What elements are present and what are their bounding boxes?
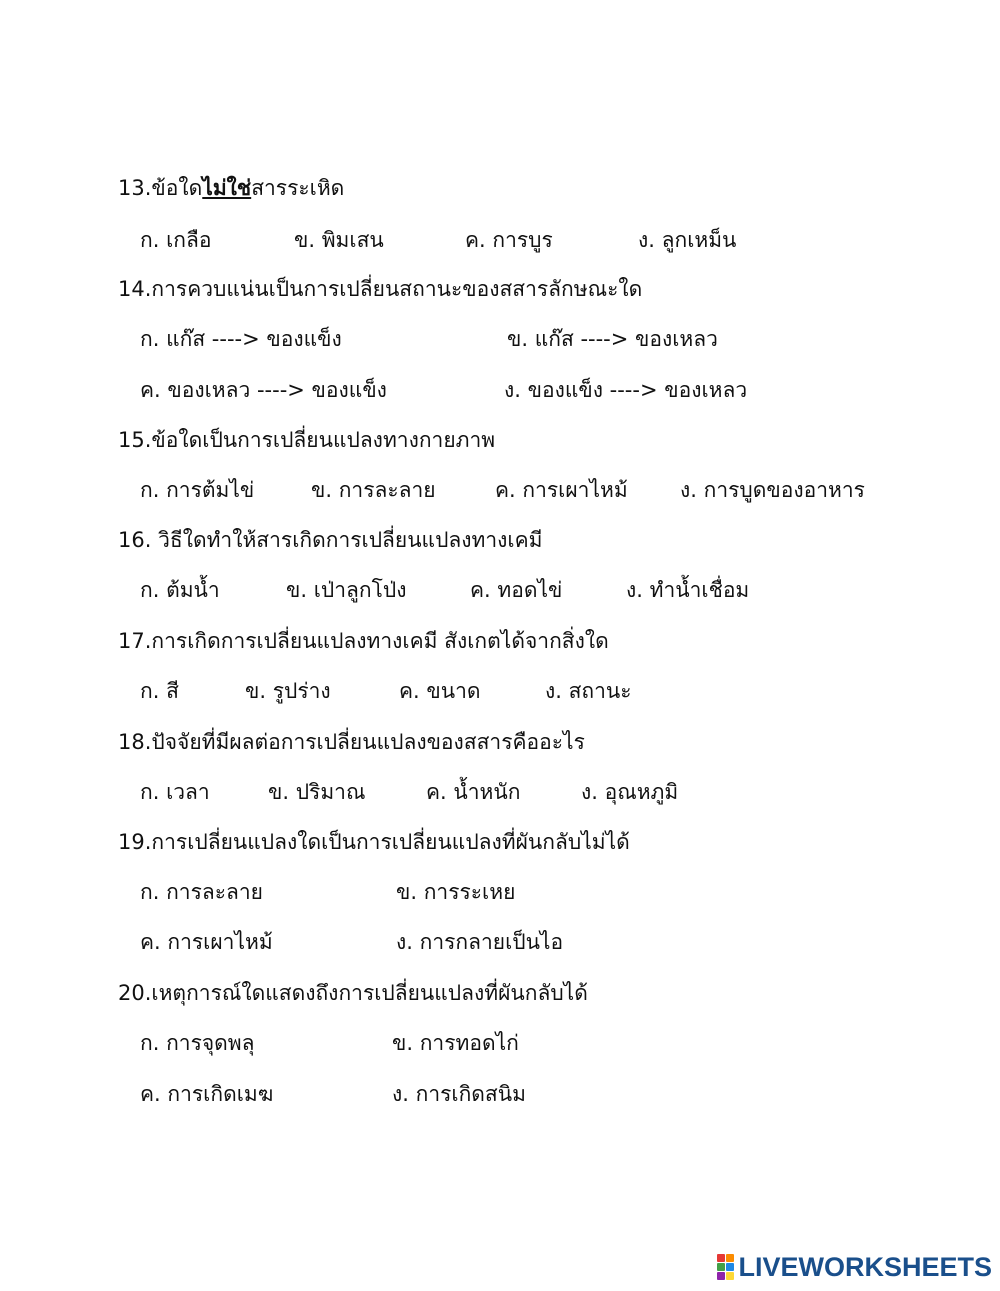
option-17-b: ข. รูปร่าง xyxy=(245,679,331,703)
option-19-b: ข. การระเหย xyxy=(396,880,516,904)
logo-tile xyxy=(726,1272,734,1280)
option-18-d: ง. อุณหภูมิ xyxy=(581,780,679,804)
option-13-b: ข. พิมเสน xyxy=(294,228,384,252)
option-16-b: ข. เป่าลูกโป่ง xyxy=(286,578,407,602)
question-20 xyxy=(118,977,588,1010)
question-16 xyxy=(118,524,543,557)
option-16-d: ง. ทำน้ำเชื่อม xyxy=(626,578,750,602)
logo-tile xyxy=(726,1263,734,1271)
option-20-a: ก. การจุดพลุ xyxy=(140,1031,255,1055)
liveworksheets-logo xyxy=(717,1253,992,1281)
logo-tile xyxy=(726,1254,734,1262)
option-17-a: ก. สี xyxy=(140,679,179,703)
option-14-d: ง. ของแข็ง ----> ของเหลว xyxy=(504,378,748,402)
question-text: การเปลี่ยนแปลงใดเป็นการเปลี่ยนแปลงที่ผันกลับไม่ได้ xyxy=(151,830,630,854)
question-number: 19. xyxy=(118,830,152,854)
liveworksheets-logo-icon xyxy=(717,1254,734,1280)
option-13-d: ง. ลูกเหม็น xyxy=(638,228,737,252)
question-number: 16. xyxy=(118,528,159,552)
option-16-c: ค. ทอดไข่ xyxy=(470,578,563,602)
question-text: วิธีใดทำให้สารเกิดการเปลี่ยนแปลงทางเคมี xyxy=(158,528,543,552)
logo-tile xyxy=(717,1263,725,1271)
option-14-a: ก. แก๊ส ----> ของแข็ง xyxy=(140,327,342,351)
question-text: ข้อใดเป็นการเปลี่ยนแปลงทางกายภาพ xyxy=(151,428,496,452)
option-14-b: ข. แก๊ส ----> ของเหลว xyxy=(507,327,718,351)
option-15-c: ค. การเผาไหม้ xyxy=(495,478,628,502)
option-18-b: ข. ปริมาณ xyxy=(268,780,366,804)
question-14 xyxy=(118,273,642,306)
option-19-c: ค. การเผาไหม้ xyxy=(140,930,273,954)
liveworksheets-logo-text: LIVEWORKSHEETS xyxy=(738,1251,992,1282)
question-number: 17. xyxy=(118,629,152,653)
question-number: 13. xyxy=(118,176,152,200)
question-text: ปัจจัยที่มีผลต่อการเปลี่ยนแปลงของสสารคืออะไร xyxy=(151,730,585,754)
option-20-c: ค. การเกิดเมฆ xyxy=(140,1082,274,1106)
option-20-d: ง. การเกิดสนิม xyxy=(392,1082,526,1106)
option-19-a: ก. การละลาย xyxy=(140,880,263,904)
question-number: 15. xyxy=(118,428,152,452)
option-15-d: ง. การบูดของอาหาร xyxy=(680,478,865,502)
option-16-a: ก. ต้มน้ำ xyxy=(140,578,220,602)
option-18-a: ก. เวลา xyxy=(140,780,210,804)
logo-tile xyxy=(717,1272,725,1280)
question-number: 18. xyxy=(118,730,152,754)
logo-tile xyxy=(717,1254,725,1262)
question-text-before: ข้อใด xyxy=(151,176,203,200)
option-20-b: ข. การทอดไก่ xyxy=(392,1031,519,1055)
question-text: การเกิดการเปลี่ยนแปลงทางเคมี สังเกตได้จากสิ่งใด xyxy=(151,629,609,653)
question-text: เหตุการณ์ใดแสดงถึงการเปลี่ยนแปลงที่ผันกลับได้ xyxy=(151,981,588,1005)
option-14-c: ค. ของเหลว ----> ของแข็ง xyxy=(140,378,387,402)
option-15-b: ข. การละลาย xyxy=(311,478,436,502)
question-text: การควบแน่นเป็นการเปลี่ยนสถานะของสสารลักษณะใด xyxy=(151,277,643,301)
question-number: 14. xyxy=(118,277,152,301)
question-text-after: สารระเหิด xyxy=(251,176,345,200)
option-15-a: ก. การต้มไข่ xyxy=(140,478,255,502)
option-13-a: ก. เกลือ xyxy=(140,228,212,252)
question-17 xyxy=(118,625,609,658)
option-17-c: ค. ขนาด xyxy=(399,679,481,703)
option-19-d: ง. การกลายเป็นไอ xyxy=(396,930,564,954)
question-number: 20. xyxy=(118,981,152,1005)
question-15 xyxy=(118,424,495,457)
question-13 xyxy=(118,172,344,205)
question-19 xyxy=(118,826,630,859)
option-17-d: ง. สถานะ xyxy=(545,679,632,703)
option-13-c: ค. การบูร xyxy=(465,228,553,252)
question-emphasis: ไม่ใช่ xyxy=(202,176,252,200)
question-18 xyxy=(118,726,585,759)
option-18-c: ค. น้ำหนัก xyxy=(426,780,521,804)
